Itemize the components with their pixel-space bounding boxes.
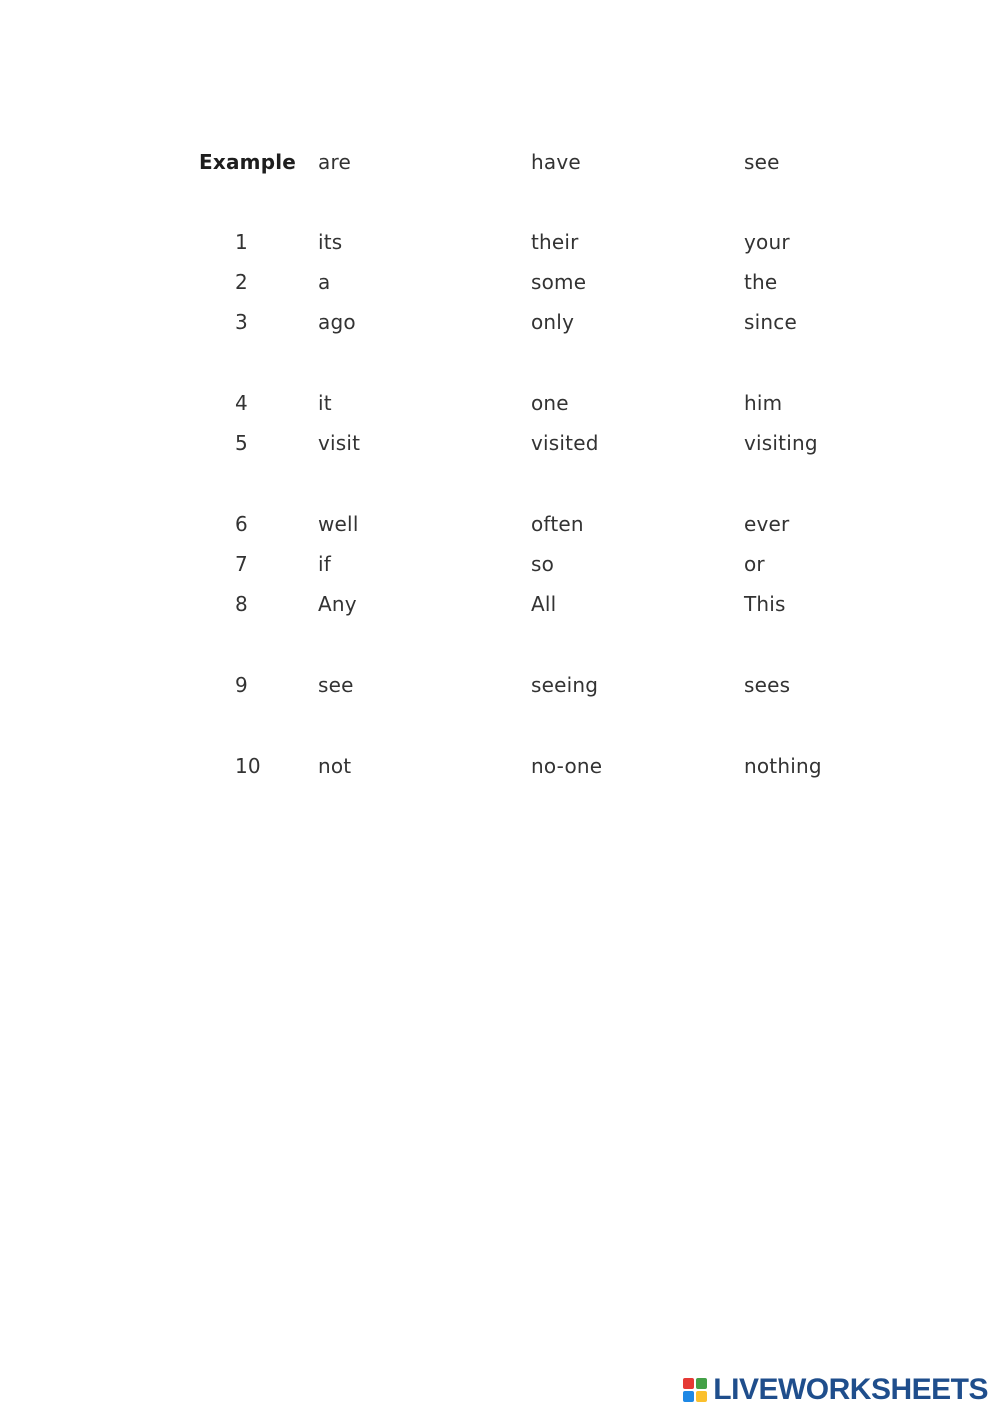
word-option: visited: [531, 431, 599, 455]
logo-square-green: [696, 1378, 707, 1389]
example-word-1: are: [318, 150, 351, 174]
question-row: [0, 544, 1000, 584]
question-row: [0, 504, 1000, 544]
word-option: some: [531, 270, 587, 294]
question-row: [0, 423, 1000, 463]
question-number: 4: [235, 391, 248, 415]
question-row: [0, 262, 1000, 302]
example-word-3: see: [744, 150, 780, 174]
word-option: see: [318, 673, 354, 697]
word-option: All: [531, 592, 557, 616]
word-option: it: [318, 391, 332, 415]
question-row: [0, 584, 1000, 624]
question-number: 6: [235, 512, 248, 536]
question-number: 9: [235, 673, 248, 697]
word-option: visiting: [744, 431, 818, 455]
word-option: your: [744, 230, 790, 254]
word-option: ago: [318, 310, 356, 334]
logo-wordmark: LIVEWORKSHEETS: [713, 1373, 988, 1406]
word-option: its: [318, 230, 343, 254]
word-option: so: [531, 552, 555, 576]
word-option: their: [531, 230, 579, 254]
word-option: ever: [744, 512, 790, 536]
word-option: visit: [318, 431, 361, 455]
question-number: 3: [235, 310, 248, 334]
question-number: 7: [235, 552, 248, 576]
word-option: seeing: [531, 673, 599, 697]
word-option: since: [744, 310, 797, 334]
word-option: a: [318, 270, 331, 294]
word-option: or: [744, 552, 765, 576]
word-option: often: [531, 512, 584, 536]
question-row: [0, 302, 1000, 342]
liveworksheets-logo: [683, 1371, 988, 1409]
word-option: not: [318, 754, 352, 778]
question-number: 10: [235, 754, 261, 778]
question-number: 8: [235, 592, 248, 616]
word-option: well: [318, 512, 359, 536]
logo-square-blue: [683, 1391, 694, 1402]
logo-grid-icon: [683, 1378, 707, 1402]
word-option: the: [744, 270, 778, 294]
word-option: This: [744, 592, 786, 616]
logo-square-red: [683, 1378, 694, 1389]
word-option: if: [318, 552, 331, 576]
example-word-2: have: [531, 150, 581, 174]
word-option: him: [744, 391, 783, 415]
question-row: [0, 665, 1000, 705]
question-number: 5: [235, 431, 248, 455]
word-option: one: [531, 391, 569, 415]
question-number: 2: [235, 270, 248, 294]
question-number: 1: [235, 230, 248, 254]
example-label: Example: [199, 150, 297, 174]
logo-square-yellow: [696, 1391, 707, 1402]
word-option: Any: [318, 592, 357, 616]
question-row: [0, 383, 1000, 423]
word-option: only: [531, 310, 575, 334]
word-option: sees: [744, 673, 791, 697]
question-row: [0, 222, 1000, 262]
example-row: [0, 142, 1000, 182]
word-option: no-one: [531, 754, 603, 778]
word-option: nothing: [744, 754, 822, 778]
question-row: [0, 746, 1000, 786]
